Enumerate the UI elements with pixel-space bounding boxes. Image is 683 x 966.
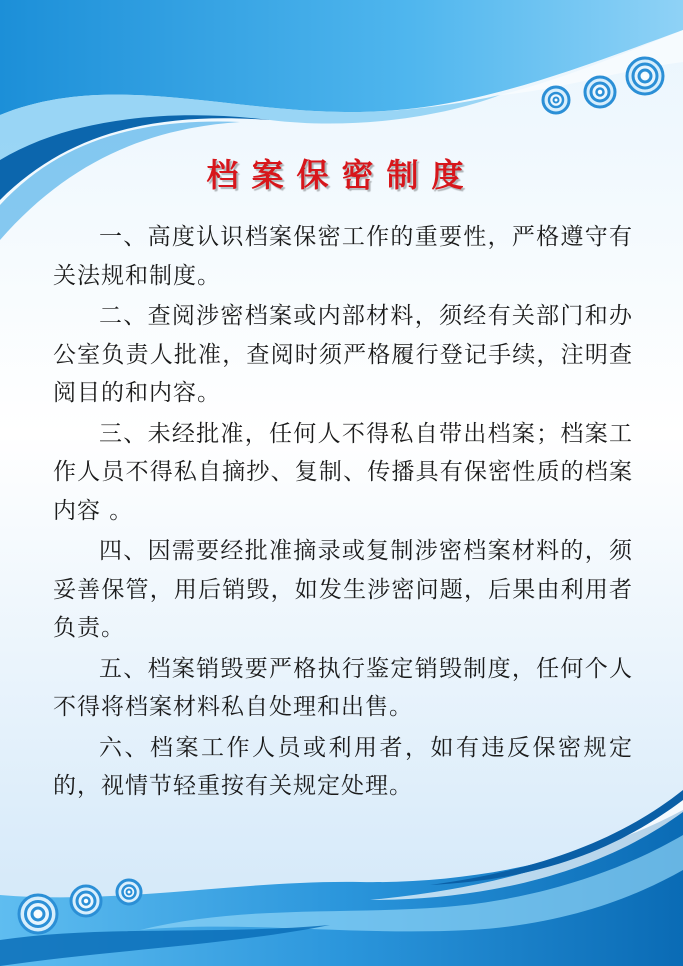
regulation-item-2: 二、查阅涉密档案或内部材料，须经有关部门和办公室负责人批准，查阅时须严格履行登记手续，注明查阅目的和内容。	[53, 303, 633, 406]
regulation-item-1: 一、高度认识档案保密工作的重要性，严格遵守有关法规和制度。	[53, 224, 633, 289]
regulation-item-6: 六、档案工作人员或利用者，如有违反保密规定的，视情节轻重按有关规定处理。	[53, 734, 633, 799]
regulation-item-3: 三、未经批准，任何人不得私自带出档案；档案工作人员不得私自摘抄、复制、传播具有保密性质的档案内容 。	[53, 420, 633, 524]
page-title: 档案保密制度	[206, 156, 477, 194]
regulation-item-4: 四、因需要经批准摘录或复制涉密档案材料的，须妥善保管，用后销毁，如发生涉密问题，后果由利用者负责。	[53, 538, 633, 641]
regulation-list	[53, 218, 633, 808]
regulation-item-5: 五、档案销毁要严格执行鉴定销毁制度，任何个人不得将档案材料私自处理和出售。	[53, 655, 633, 720]
